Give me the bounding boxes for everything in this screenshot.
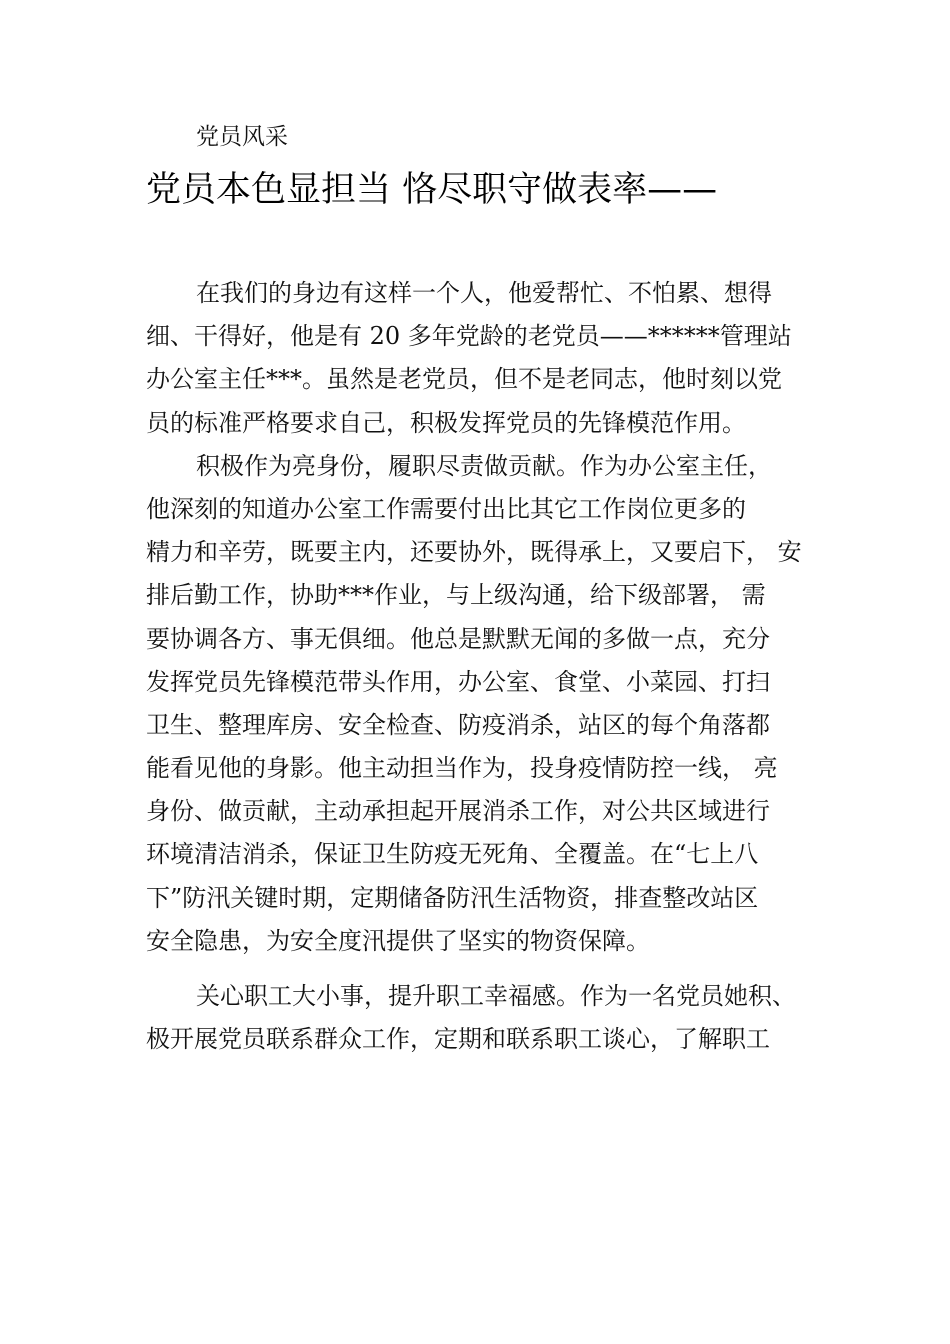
text-line: 排后勤工作，协助***作业，与上级沟通，给下级部署， 需 xyxy=(146,581,766,610)
column-category: 党员风采 xyxy=(196,124,288,150)
paragraph-spacer xyxy=(146,963,836,975)
paragraph xyxy=(146,272,836,445)
text-line: 精力和辛劳，既要主内，还要协外，既得承上，又要启下， 安 xyxy=(146,538,802,567)
text-line: 发挥党员先锋模范带头作用，办公室、食堂、小菜园、打扫 xyxy=(146,667,770,696)
text-line: 细、干得好，他是有 20 多年党龄的老党员——******管理站 xyxy=(146,322,792,351)
text-line: 关心职工大小事，提升职工幸福感。作为一名党员她积、 xyxy=(196,982,796,1010)
article-title: 党员本色显担当 恪尽职守做表率—— xyxy=(146,170,718,210)
text-line: 在我们的身边有这样一个人，他爱帮忙、不怕累、想得 xyxy=(196,279,772,307)
text-line: 下”防汛关键时期，定期储备防汛生活物资，排查整改站区 xyxy=(146,883,759,912)
text-line: 他深刻的知道办公室工作需要付出比其它工作岗位更多的 xyxy=(146,494,746,523)
text-line: 安全隐患，为安全度汛提供了坚实的物资保障。 xyxy=(146,926,650,955)
text-line: 环境清洁消杀，保证卫生防疫无死角、全覆盖。在“七上八 xyxy=(146,840,759,869)
text-line: 能看见他的身影。他主动担当作为，投身疫情防控一线， 亮 xyxy=(146,754,778,783)
text-line: 卫生、整理库房、安全检查、防疫消杀，站区的每个角落都 xyxy=(146,710,770,739)
article-body xyxy=(146,272,836,1061)
text-line: 办公室主任***。虽然是老党员，但不是老同志，他时刻以党 xyxy=(146,365,782,394)
text-line: 员的标准严格要求自己，积极发挥党员的先锋模范作用。 xyxy=(146,408,746,437)
paragraph xyxy=(146,975,836,1061)
text-line: 积极作为亮身份，履职尽责做贡献。作为办公室主任， xyxy=(196,451,772,480)
text-line: 要协调各方、事无俱细。他总是默默无闻的多做一点，充分 xyxy=(146,624,770,653)
paragraph xyxy=(146,445,836,963)
text-line: 身份、做贡献，主动承担起开展消杀工作，对公共区域进行 xyxy=(146,797,770,826)
text-line: 极开展党员联系群众工作，定期和联系职工谈心，了解职工 xyxy=(146,1025,770,1054)
